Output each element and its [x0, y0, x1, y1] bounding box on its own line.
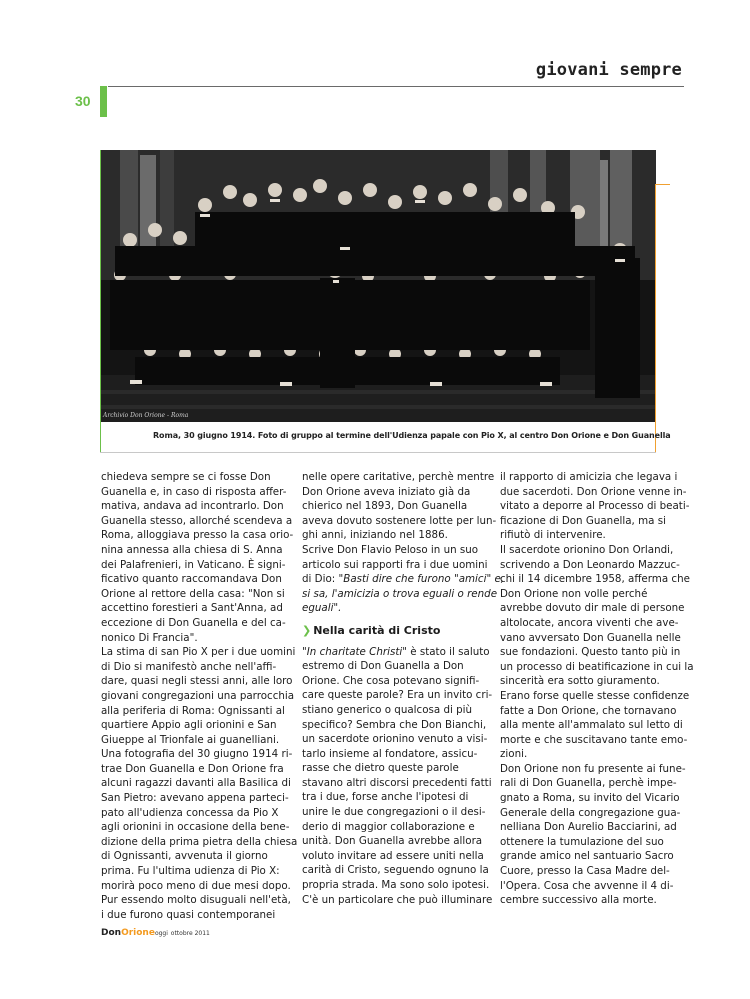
text-line: scrivendo a Don Leonardo Mazzuc- [500, 558, 680, 571]
brand-don: Don [101, 928, 122, 938]
text-line: alla periferia di Roma: Ognissanti al [101, 704, 285, 717]
text-column-1 [101, 470, 298, 922]
text-line: La stima di san Pio X per i due uomini [101, 646, 296, 659]
text-line: Erano forse quelle stesse confidenze [500, 689, 690, 702]
issue-date: ottobre 2011 [170, 930, 210, 937]
photo-frame-green [100, 150, 101, 452]
text-line: Guanella stesso, allorché scendeva a [101, 514, 293, 527]
text-line: ficativo quanto raccomandava Don [101, 573, 282, 586]
text-line: morirà poco meno di due mesi dopo. [101, 879, 291, 892]
text-line: articolo sui rapporti fra i due uomini [302, 558, 488, 571]
text-line: nina annessa alla chiesa di S. Anna [101, 543, 283, 556]
section-title: giovani sempre [535, 60, 682, 80]
quote-line: eguali". [302, 602, 342, 615]
text-line: pato all'udienza concessa da Pio X [101, 806, 279, 819]
text-line: voluto invitare ad essere uniti nella [302, 849, 484, 862]
text-line: Generale della congregazione gua- [500, 806, 681, 819]
group-photo [100, 150, 656, 422]
quote-line [302, 572, 505, 587]
text-line: chi il 14 dicembre 1958, afferma che [500, 573, 690, 586]
photo-frame-orange [655, 184, 656, 452]
text-line: Una fotografia del 30 giugno 1914 ri- [101, 748, 293, 761]
text-line: chiedeva sempre se ci fosse Don [101, 471, 271, 483]
text-line: rali di Don Guanella, perchè impe- [500, 777, 677, 790]
text-line: San Pietro: avevano appena parteci- [101, 792, 289, 805]
brand-orione: Orione [121, 928, 155, 938]
text-line: Cuore, presso la Casa Madre del- [500, 865, 670, 878]
text-line: prima. Fu l'ultima udienza di Pio X: [101, 865, 280, 878]
text-line: di Ognissanti, avvenuta il giorno [101, 850, 268, 863]
text-line: Don Orione non fu presente ai fune- [500, 762, 686, 775]
chevron-right-icon: ❯ [302, 623, 312, 637]
text-line: stiano generico o qualcosa di più [302, 703, 473, 716]
text-line: ficazione di Don Guanella, ma si [500, 514, 666, 527]
text-line: dare, quasi negli stessi anni, alle loro [101, 675, 293, 688]
text-line: il rapporto di amicizia che legava i [500, 471, 678, 483]
header-rule [108, 86, 684, 87]
brand-oggi: oggi [154, 930, 168, 937]
text-line: agli orionini in occasione della bene- [101, 821, 290, 834]
text-line: due sacerdoti. Don Orione venne in- [500, 485, 687, 498]
text-line: care queste parole? Era un invito cri- [302, 689, 493, 702]
text-line: Don Orione aveva iniziato già da [302, 485, 471, 498]
photo-credit: Archivio Don Orione - Roma [103, 412, 189, 419]
text-line: Scrive Don Flavio Peloso in un suo [302, 543, 479, 556]
text-line: rasse che dietro queste parole [302, 762, 459, 775]
text-line: l'Opera. Cosa che avvenne il 4 di- [500, 879, 674, 892]
text-line: Pur essendo molto disuguali nell'età, [101, 894, 291, 907]
text-line: Don Orione non volle perché [500, 587, 648, 600]
text-line: fatte a Don Orione, che tornavano [500, 704, 677, 717]
text-line: quartiere Appio agli orionini e San [101, 719, 277, 732]
text-line: nelliana Don Aurelio Bacciarini, ad [500, 821, 677, 834]
text-line: accettino forestieri a Sant'Anna, ad [101, 602, 283, 615]
text-column-3 [500, 470, 694, 908]
photo-frame-orange-tick [655, 184, 670, 185]
quote-line: si sa, l'amicizia o trova eguali o rende [302, 587, 498, 600]
text-line: C'è un particolare che può illuminare [302, 893, 493, 906]
text-line: vano avversato Don Guanella nelle [500, 631, 681, 644]
text-line: sincerità era sotto giuramento. [500, 675, 660, 688]
text-line: rifiutò di intervenire. [500, 529, 606, 542]
magazine-footer [101, 928, 210, 938]
text-line: Roma, alloggiava presso la casa orio- [101, 529, 294, 542]
text-line: avrebbe dovuto dir male di persone [500, 602, 685, 615]
text-line: Il sacerdote orionino Don Orlandi, [500, 543, 674, 556]
text-line: tra i due, forse anche l'ipotesi di [302, 791, 469, 804]
text-line: carità di Cristo, seguendo ognuno la [302, 864, 489, 877]
photo-frame-bottom [100, 452, 656, 453]
text-line: unità. Don Guanella avrebbe allora [302, 835, 483, 848]
text-line: Giueppe al Trionfale ai guanelliani. [101, 733, 280, 746]
text-line: unire le due congregazioni o il desi- [302, 806, 486, 819]
text-line: un sacerdote orionino venuto a visi- [302, 733, 488, 746]
page-number: 30 [75, 93, 91, 109]
text-line-rest: è stato il saluto [406, 645, 490, 658]
photo-caption: Roma, 30 giugno 1914. Foto di gruppo al termine dell'Udienza papale con Pio X, al centro Don Orione e Don Guanella [153, 431, 671, 440]
text-line: grande amico nel santuario Sacro [500, 850, 674, 863]
text-line: propria strada. Ma sono solo ipotesi. [302, 879, 490, 892]
text-line: stavano altri discorsi precedenti fatti [302, 776, 492, 789]
text-line: dizione della prima pietra della chiesa [101, 835, 298, 848]
page-marker-bar [100, 86, 107, 117]
text-line [302, 645, 490, 660]
text-line: chierico nel 1893, Don Guanella [302, 500, 468, 513]
text-line: cembre successivo alla morte. [500, 894, 657, 907]
text-line: mativa, andava ad incontrarlo. Don [101, 500, 284, 513]
text-line: derio di maggior collaborazione e [302, 820, 475, 833]
text-line: estremo di Don Guanella a Don [302, 660, 464, 673]
quote-prefix: di Dio: [302, 573, 339, 586]
text-line: altolocate, ancora viventi che ave- [500, 616, 679, 629]
text-line: Orione al rettore della casa: "Non si [101, 587, 285, 600]
text-line: nonico Di Francia". [101, 631, 198, 644]
text-line: ottenere la tumulazione del suo [500, 835, 664, 848]
text-line: sue fondazioni. Questo tanto più in [500, 646, 681, 659]
text-line: eccezione di Don Guanella e del ca- [101, 616, 286, 629]
text-line: Orione. Che cosa potevano signifi- [302, 674, 480, 687]
text-line: giovani congregazioni una parrocchia [101, 689, 295, 702]
text-line: aveva dovuto sostenere lotte per lun- [302, 514, 497, 527]
text-line: zioni. [500, 748, 528, 761]
text-line: alla mente all'ammalato sul letto di [500, 719, 683, 732]
text-line: Guanella e, in caso di risposta affer- [101, 485, 287, 498]
text-line: gnato a Roma, su invito del Vicario [500, 792, 680, 805]
text-line: alcuni ragazzi davanti alla Basilica di [101, 777, 291, 790]
text-line: ghi anni, iniziando nel 1886. [302, 529, 448, 542]
text-line: tarlo insieme al fondatore, assicu- [302, 747, 478, 760]
text-line: i due furono quasi contemporanei [101, 908, 276, 921]
text-column-2 [302, 470, 505, 907]
text-line: un processo di beatificazione in cui la [500, 660, 694, 673]
quote-text: "Basti dire che furono "amici" e, [338, 573, 505, 586]
text-line: morte e che suscitavano tante emo- [500, 733, 688, 746]
text-line: vitato a deporre al Processo di beati- [500, 500, 690, 513]
text-line: specifico? Sembra che Don Bianchi, [302, 718, 487, 731]
text-line: di Dio si manifestò anche nell'affi- [101, 660, 277, 673]
subheading [302, 624, 477, 639]
subheading-text: Nella carità di Cristo [313, 623, 441, 637]
group-photo-image [100, 150, 656, 422]
text-line: nelle opere caritative, perchè mentre [302, 471, 495, 483]
text-line: trae Don Guanella e Don Orione fra [101, 762, 284, 775]
latin-phrase: "In charitate Christi" [302, 645, 407, 658]
text-line: dei Palafrenieri, in Vaticano. È signi- [101, 558, 286, 571]
